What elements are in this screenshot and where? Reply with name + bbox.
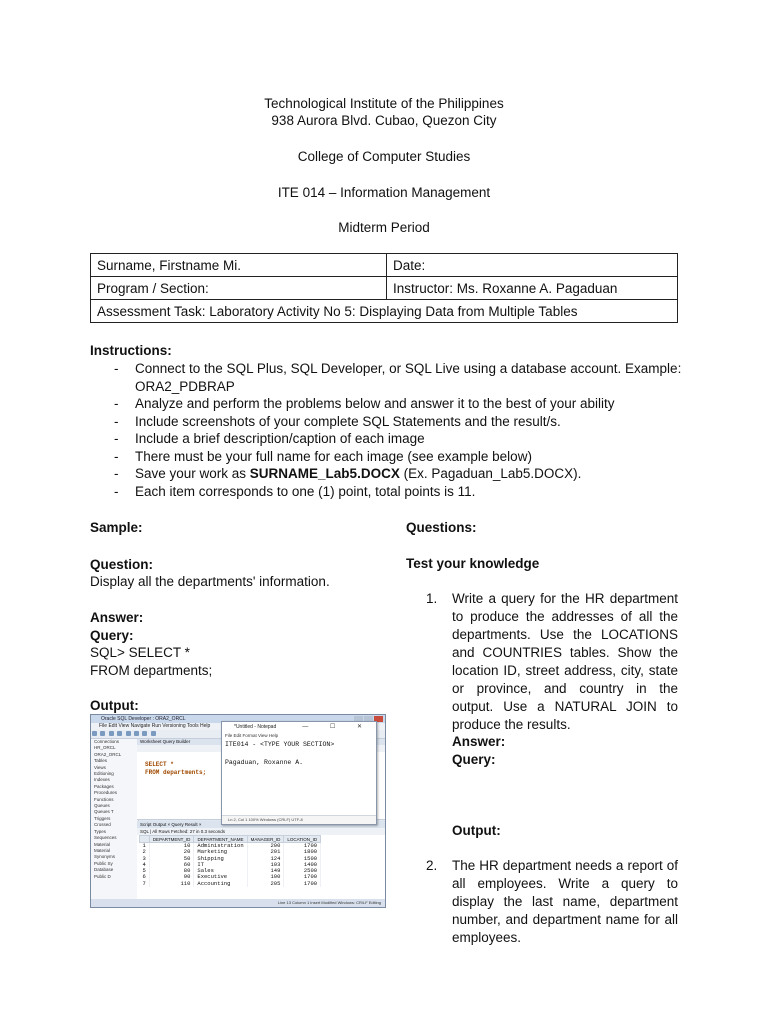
results-tabs: Script Output × Query Result × xyxy=(137,821,385,828)
tree-item: Views xyxy=(94,764,106,770)
sample-output-label: Output: xyxy=(90,698,139,713)
sample-heading: Sample: xyxy=(90,520,143,535)
sqldev-title: Oracle SQL Developer : ORA2_ORCL xyxy=(101,716,186,722)
cell: 60 xyxy=(149,862,194,868)
cell: 6 xyxy=(140,874,150,880)
questions-subheading: Test your knowledge xyxy=(406,556,540,571)
open-icon xyxy=(100,731,105,736)
notepad-menubar: File Edit Format View Help xyxy=(225,733,279,738)
question-text: Write a query for the HR department to produce the addresses of all the departments. Use the LOCATIONS and COUNTRIES tables. Show the location ID, street address, city, state or province, and country in the output. Use a NATURAL JOIN to produce the results. xyxy=(452,591,678,732)
tree-item: Sequences xyxy=(94,835,117,841)
notepad-titlebar xyxy=(222,722,376,732)
questions-heading: Questions: xyxy=(406,520,477,535)
tree-item: Packages xyxy=(94,783,114,789)
sample-query-line2: FROM departments; xyxy=(90,663,213,678)
cell: 100 xyxy=(247,874,284,880)
cell: 4 xyxy=(140,862,150,868)
sample-query-line1: SQL> SELECT * xyxy=(90,645,190,660)
notepad-line: Pagaduan, Roxanne A. xyxy=(225,759,304,766)
tree-item: Tables xyxy=(94,758,108,764)
new-icon xyxy=(92,731,97,736)
cell: 1500 xyxy=(284,856,321,862)
question-2 xyxy=(428,857,678,947)
program-cell: Program / Section: xyxy=(91,277,387,300)
notepad-window xyxy=(221,721,377,825)
task-cell: Assessment Task: Laboratory Activity No 5: Displaying Data from Multiple Tables xyxy=(91,300,678,323)
institution-name: Technological Institute of the Philippines xyxy=(264,96,504,111)
instructions-heading: Instructions: xyxy=(90,343,172,358)
student-info-table xyxy=(90,253,678,323)
save-prefix: Save your work as xyxy=(135,466,250,481)
cell: IT xyxy=(194,862,247,868)
cell: 103 xyxy=(247,862,284,868)
tree-item: Connections xyxy=(94,739,120,744)
tree-item: Database xyxy=(94,867,114,873)
cell: Marketing xyxy=(194,849,247,855)
cell: 80 xyxy=(149,868,194,874)
connections-pane xyxy=(91,739,139,899)
tree-item: Triggers xyxy=(94,815,111,821)
cell: 20 xyxy=(149,849,194,855)
cell: 2500 xyxy=(284,868,321,874)
sample-answer-label: Answer: xyxy=(90,610,144,625)
question-text: The HR department needs a report of all employees. Write a query to display the last name, department number, and department name for all employees. xyxy=(452,858,678,945)
instruction-item: - Analyze and perform the problems below and answer it to the best of your ability xyxy=(90,395,690,413)
instructor-cell: Instructor: Ms. Roxanne A. Pagaduan xyxy=(387,277,678,300)
worksheet-tabs: Worksheet Query Builder xyxy=(137,739,385,745)
save-icon xyxy=(109,731,114,736)
date-cell: Date: xyxy=(387,254,678,277)
q1-output-label: Output: xyxy=(452,823,501,838)
tree-item: Material xyxy=(94,847,111,853)
copy-icon xyxy=(142,731,147,736)
period-title: Midterm Period xyxy=(338,220,430,235)
cell: 149 xyxy=(247,868,284,874)
cell: 1700 xyxy=(284,843,321,850)
save-suffix: (Ex. Pagaduan_Lab5.DOCX). xyxy=(399,466,582,481)
instruction-item: - Include a brief description/caption of each image xyxy=(90,430,690,448)
question-number: 2. xyxy=(426,858,438,873)
question-number: 1. xyxy=(426,591,438,606)
cell: 200 xyxy=(247,843,284,850)
cell: 10 xyxy=(149,843,194,850)
tree-item: Queues xyxy=(94,803,110,809)
q1-query-label: Query: xyxy=(452,752,496,767)
notepad-line: ITE014 - <TYPE YOUR SECTION> xyxy=(225,741,335,748)
cell: 1400 xyxy=(284,862,321,868)
cell: 7 xyxy=(140,881,150,887)
cell: 1 xyxy=(140,843,150,850)
tree-item: Queues T xyxy=(94,809,114,815)
cell: 205 xyxy=(247,881,284,887)
name-cell: Surname, Firstname Mi. xyxy=(91,254,387,277)
tree-item: Functions xyxy=(94,796,114,802)
tree-item: Public D xyxy=(94,873,111,879)
sample-question-label: Question: xyxy=(90,557,153,572)
sample-query-label: Query: xyxy=(90,628,134,643)
sql-line: FROM departments; xyxy=(145,769,207,776)
tree-item: Public Sy xyxy=(94,860,113,866)
notepad-text xyxy=(225,740,370,804)
query-results-pane xyxy=(137,821,385,899)
sqldev-menubar: File Edit View Navigate Run Versioning Tools Help xyxy=(91,723,385,730)
cell: 90 xyxy=(149,874,194,880)
save-filename: SURNAME_Lab5.DOCX xyxy=(249,466,400,481)
cell: 2 xyxy=(140,849,150,855)
undo-icon xyxy=(117,731,122,736)
question-1 xyxy=(428,590,678,734)
cell: 1700 xyxy=(284,881,321,887)
cell: 3 xyxy=(140,856,150,862)
cell: 50 xyxy=(149,856,194,862)
sample-output-screenshot xyxy=(90,714,386,908)
course-title: ITE 014 – Information Management xyxy=(277,185,491,200)
tree-item: Material xyxy=(94,841,111,847)
cell: Shipping xyxy=(194,856,247,862)
table-row xyxy=(140,881,321,887)
redo-icon xyxy=(126,731,131,736)
worksheet-sql xyxy=(145,761,206,777)
cell: 124 xyxy=(247,856,284,862)
tree-item: HR_ORCL xyxy=(94,745,116,751)
cell: 110 xyxy=(149,881,194,887)
cell: Administration xyxy=(194,843,247,850)
instructions-list xyxy=(90,360,690,500)
instruction-item: - Connect to the SQL Plus, SQL Developer, or SQL Live using a database account. Example: ORA2_PDBRAP xyxy=(90,360,690,395)
tree-item: Indexes xyxy=(94,777,110,783)
notepad-statusbar: Ln 2, Col 1 100% Windows (CRLF) UTF-8 xyxy=(222,815,376,824)
sql-line: SELECT * xyxy=(145,761,174,768)
column-header: LOCATION_ID xyxy=(284,836,321,843)
cell: 1700 xyxy=(284,874,321,880)
results-grid xyxy=(139,835,321,887)
instruction-item-points: - Each item corresponds to one (1) point, total points is 11. xyxy=(90,483,690,501)
table-row xyxy=(140,843,321,850)
cell: 1800 xyxy=(284,849,321,855)
notepad-title: *Untitled - Notepad xyxy=(234,724,277,730)
college-name: College of Computer Studies xyxy=(297,149,471,164)
cell: 201 xyxy=(247,849,284,855)
tree-item: Synonyms xyxy=(94,854,116,860)
instruction-item: - Include screenshots of your complete SQL Statements and the result/s. xyxy=(90,413,690,431)
cut-icon xyxy=(134,731,139,736)
institution-address: 938 Aurora Blvd. Cubao, Quezon City xyxy=(271,113,497,128)
q1-answer-label: Answer: xyxy=(452,734,506,749)
tree-item: Editioning xyxy=(94,771,114,777)
tree-item: Procedures xyxy=(94,790,118,796)
sample-question-text: Display all the departments' information. xyxy=(90,574,330,589)
tree-item: Crossed xyxy=(94,822,111,828)
cell: Executive xyxy=(194,874,247,880)
instruction-item-save xyxy=(90,465,690,483)
cell: Sales xyxy=(194,868,247,874)
cell: Accounting xyxy=(194,881,247,887)
cell: 5 xyxy=(140,868,150,874)
instruction-item: - There must be your full name for each image (see example below) xyxy=(90,448,690,466)
column-header: DEPARTMENT_NAME xyxy=(194,836,247,843)
tree-item: ORA2_ORCL xyxy=(94,751,122,757)
column-header: MANAGER_ID xyxy=(247,836,284,843)
sqldev-statusbar: Line 13 Column 1 Insert Modified Windows: CR/LF Editing xyxy=(91,899,385,907)
notepad-window-controls: — ☐ ✕ xyxy=(302,724,372,730)
results-bar: SQL | All Rows Fetched: 27 in 0.3 seconds xyxy=(137,828,385,835)
tree-item: Types xyxy=(94,828,107,834)
column-header: DEPARTMENT_ID xyxy=(149,836,194,843)
paste-icon xyxy=(151,731,156,736)
